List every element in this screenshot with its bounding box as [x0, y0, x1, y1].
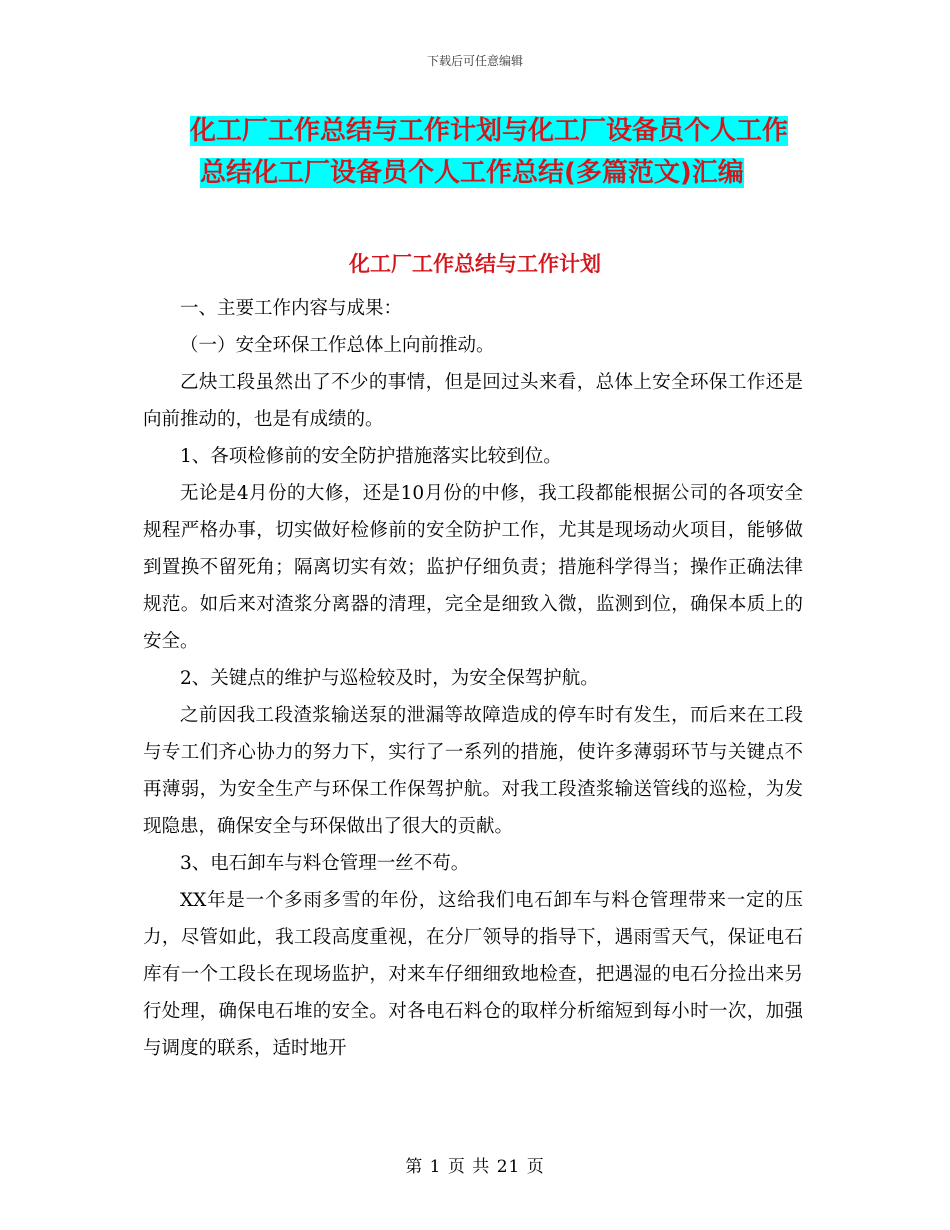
paragraph: 乙炔工段虽然出了不少的事情，但是回过头来看，总体上安全环保工作还是向前推动的，也是有成绩的。: [143, 372, 803, 430]
title-line-1: [190, 110, 830, 152]
paragraph: 3、电石卸车与料仓管理一丝不苟。: [180, 853, 470, 874]
section-title: 化工厂工作总结与工作计划: [349, 252, 601, 276]
title-line-2-text: 总结化工厂设备员个人工作总结(多篇范文)汇编: [200, 158, 744, 188]
body-text: [143, 290, 803, 1067]
paragraph: 无论是4月份的大修，还是10月份的中修，我工段都能根据公司的各项安全规程严格办事，切实做好检修前的安全防护工作，尤其是现场动火项目，能够做到置换不留死角；隔离切实有效；监护仔细负责；措施科学得当；操作正确法律规范。如后来对渣浆分离器的清理，完全是细致入微，监测到位，确保本质上的安全。: [143, 483, 803, 652]
page-header: 下载后可任意编辑: [426, 54, 523, 68]
paragraph: XX年是一个多雨多雪的年份，这给我们电石卸车与料仓管理带来一定的压力，尽管如此，我工段高度重视，在分厂领导的指导下，遇雨雪天气，保证电石库有一个工段长在现场监护，对来车仔细细致地检查，把遇湿的电石分捡出来另行处理，确保电石堆的安全。对各电石料仓的取样分析缩短到每小时一次，加强与调度的联系，适时地开: [143, 890, 803, 1059]
page-footer: 第 1 页 共 21 页: [405, 1157, 545, 1177]
title-line-2: [200, 152, 830, 194]
paragraph: （一）安全环保工作总体上向前推动。: [180, 335, 495, 356]
paragraph: 2、关键点的维护与巡检较及时，为安全保驾护航。: [180, 668, 599, 689]
document-title: [190, 110, 830, 194]
paragraph: 之前因我工段渣浆输送泵的泄漏等故障造成的停车时有发生，而后来在工段与专工们齐心协力的努力下，实行了一系列的措施，使许多薄弱环节与关键点不再薄弱，为安全生产与环保工作保驾护航。对我工段渣浆输送管线的巡检，为发现隐患，确保安全与环保做出了很大的贡献。: [143, 705, 803, 837]
paragraph: 一、主要工作内容与成果：: [180, 298, 403, 319]
paragraph: 1、各项检修前的安全防护措施落实比较到位。: [180, 446, 562, 467]
title-line-1-text: 化工厂工作总结与工作计划与化工厂设备员个人工作: [190, 116, 789, 146]
